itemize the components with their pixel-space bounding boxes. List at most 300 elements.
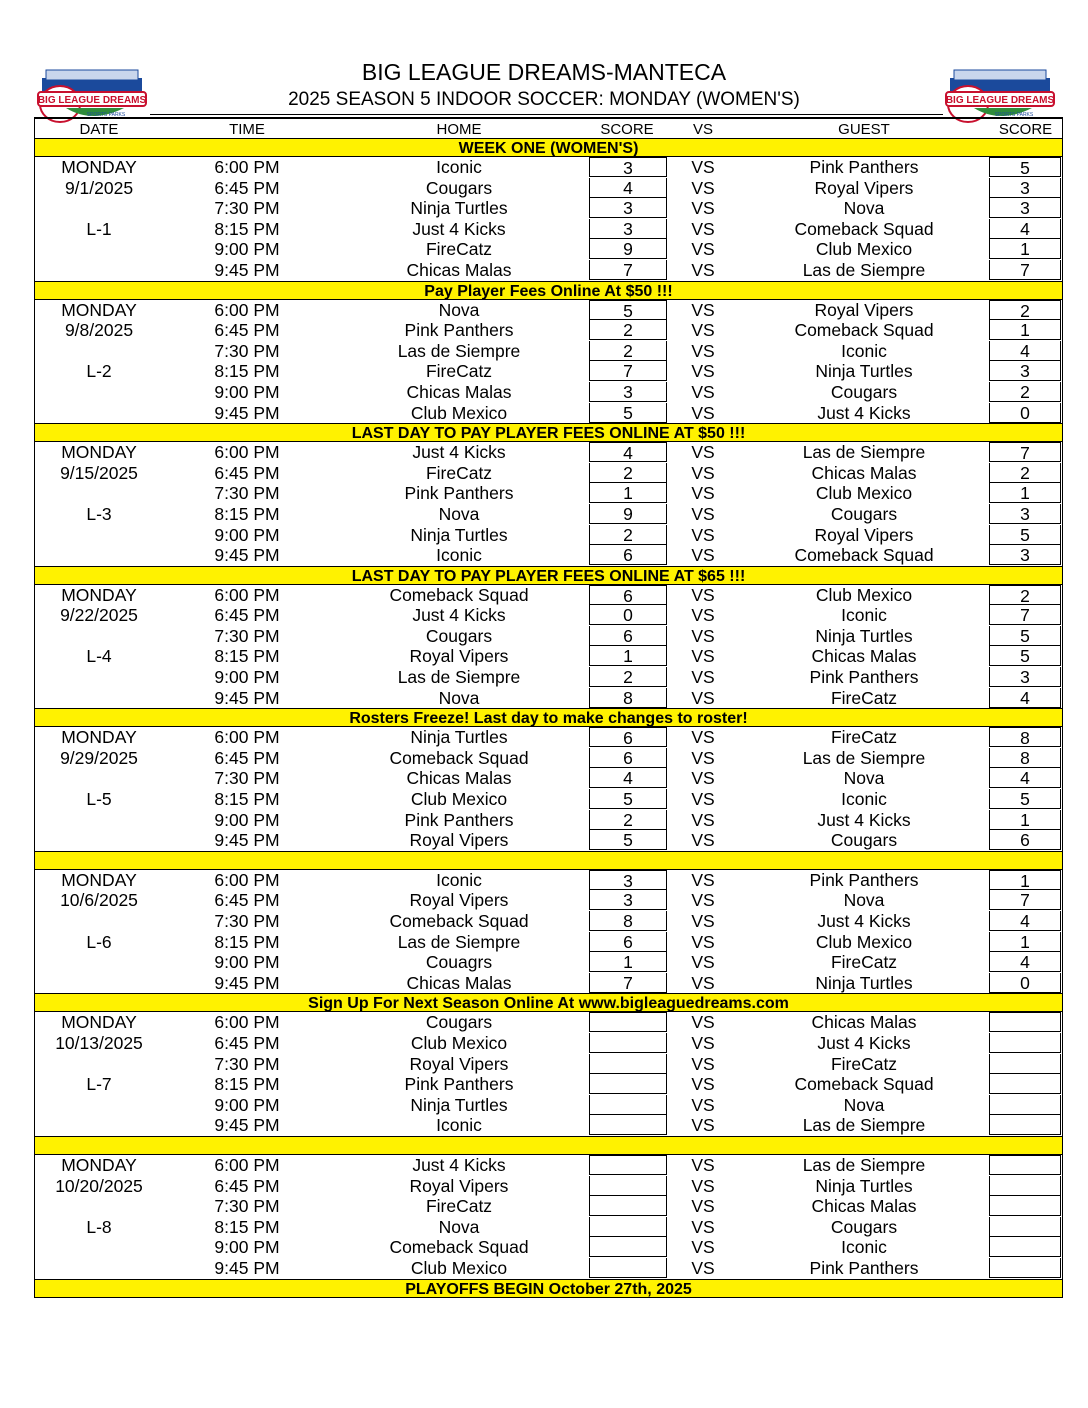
vs-label: VS [691, 1154, 715, 1175]
game-row [35, 463, 1062, 484]
game-time: 6:00 PM [214, 442, 280, 463]
game-row [35, 545, 1062, 566]
vs-label: VS [691, 667, 715, 688]
home-score [589, 1012, 667, 1032]
game-time: 8:15 PM [214, 931, 280, 952]
guest-score: 3 [989, 178, 1061, 198]
guest-score: 3 [989, 504, 1061, 524]
guest-team: Nova [843, 768, 885, 789]
home-score: 3 [589, 219, 667, 239]
guest-team: Cougars [830, 381, 898, 402]
guest-score: 4 [989, 219, 1061, 239]
vs-label: VS [691, 1012, 715, 1033]
vs-label: VS [691, 218, 715, 239]
vs-label: VS [691, 727, 715, 748]
guest-score: 8 [989, 748, 1061, 768]
game-time: 6:00 PM [214, 1012, 280, 1033]
home-score: 3 [589, 198, 667, 218]
home-score: 9 [589, 239, 667, 259]
home-team: FireCatz [425, 239, 493, 260]
home-team: Pink Panthers [404, 320, 514, 341]
home-score: 2 [589, 810, 667, 830]
home-score [589, 1217, 667, 1237]
vs-label: VS [691, 646, 715, 667]
home-team: Club Mexico [410, 1257, 508, 1278]
vs-label: VS [691, 361, 715, 382]
game-row [35, 932, 1062, 953]
guest-score: 3 [989, 361, 1061, 381]
home-team: Iconic [436, 545, 482, 566]
game-date: 9/1/2025 [64, 177, 134, 198]
game-day: MONDAY [61, 157, 137, 177]
vs-label: VS [691, 259, 715, 280]
home-team: Cougars [425, 625, 493, 646]
game-row [35, 1258, 1062, 1279]
home-team: Iconic [436, 869, 482, 890]
guest-team: Club Mexico [815, 584, 913, 605]
schedule-table [34, 117, 1063, 1298]
vs-label: VS [691, 972, 715, 993]
playoffs-banner: PLAYOFFS BEGIN October 27th, 2025 [35, 1279, 1062, 1298]
game-time: 9:00 PM [214, 809, 280, 830]
vs-label: VS [691, 747, 715, 768]
guest-score [989, 1258, 1061, 1278]
game-time: 6:45 PM [214, 747, 280, 768]
game-row [35, 667, 1062, 688]
game-row [35, 727, 1062, 748]
game-time: 9:00 PM [214, 381, 280, 402]
home-team: Chicas Malas [406, 381, 512, 402]
game-row [35, 1176, 1062, 1197]
week-banner: LAST DAY TO PAY PLAYER FEES ONLINE AT $65 !!! [35, 566, 1062, 585]
game-row [35, 320, 1062, 341]
game-time: 9:45 PM [214, 972, 280, 993]
home-team: Royal Vipers [409, 1053, 509, 1074]
guest-score: 2 [989, 300, 1061, 320]
guest-team: Cougars [830, 1216, 898, 1237]
guest-score: 3 [989, 667, 1061, 687]
home-score: 6 [589, 748, 667, 768]
guest-score [989, 1217, 1061, 1237]
vs-label: VS [691, 1196, 715, 1217]
logo-text: BIG LEAGUE DREAMS [37, 95, 147, 106]
guest-score: 4 [989, 688, 1061, 708]
guest-score [989, 1237, 1061, 1257]
game-row [35, 178, 1062, 199]
game-time: 9:00 PM [214, 667, 280, 688]
game-row [35, 688, 1062, 709]
home-score [589, 1074, 667, 1094]
home-score: 2 [589, 463, 667, 483]
guest-score [989, 1095, 1061, 1115]
game-row [35, 830, 1062, 851]
vs-label: VS [691, 177, 715, 198]
home-score: 3 [589, 157, 667, 177]
guest-score: 5 [989, 525, 1061, 545]
vs-label: VS [691, 931, 715, 952]
guest-score: 5 [989, 789, 1061, 809]
vs-label: VS [691, 198, 715, 219]
guest-team: FireCatz [830, 727, 898, 748]
home-team: Just 4 Kicks [412, 1154, 506, 1175]
home-score: 6 [589, 585, 667, 605]
vs-label: VS [691, 340, 715, 361]
home-team: Nova [438, 1216, 480, 1237]
game-time: 6:00 PM [214, 299, 280, 320]
week-banner: Pay Player Fees Online At $50 !!! [35, 281, 1062, 300]
game-time: 7:30 PM [214, 198, 280, 219]
vs-label: VS [691, 830, 715, 851]
game-time: 9:45 PM [214, 545, 280, 566]
game-row [35, 585, 1062, 606]
game-time: 6:45 PM [214, 177, 280, 198]
vs-label: VS [691, 869, 715, 890]
vs-label: VS [691, 952, 715, 973]
game-row [35, 403, 1062, 424]
guest-score: 4 [989, 341, 1061, 361]
guest-team: FireCatz [830, 687, 898, 708]
column-header-date: DATE [79, 121, 119, 138]
game-row [35, 525, 1062, 546]
guest-team: Iconic [841, 789, 887, 810]
guest-team: Just 4 Kicks [817, 809, 911, 830]
vs-label: VS [691, 157, 715, 177]
guest-team: Las de Siempre [802, 442, 926, 463]
game-time: 6:45 PM [214, 1032, 280, 1053]
home-team: FireCatz [425, 1196, 493, 1217]
home-team: Pink Panthers [404, 483, 514, 504]
vs-label: VS [691, 299, 715, 320]
game-row [35, 748, 1062, 769]
vs-label: VS [691, 1032, 715, 1053]
page-title: BIG LEAGUE DREAMS-MANTECA [361, 59, 727, 85]
vs-label: VS [691, 584, 715, 605]
column-header-time: TIME [229, 121, 265, 138]
home-score: 2 [589, 341, 667, 361]
game-row [35, 810, 1062, 831]
home-score [589, 1054, 667, 1074]
home-score: 0 [589, 605, 667, 625]
guest-team: Comeback Squad [794, 320, 934, 341]
home-score [589, 1115, 667, 1135]
vs-label: VS [691, 239, 715, 260]
home-score [589, 1237, 667, 1257]
game-row [35, 442, 1062, 463]
column-header-vs: VS [692, 121, 713, 138]
guest-team: Cougars [830, 503, 898, 524]
home-score: 1 [589, 483, 667, 503]
game-time: 7:30 PM [214, 340, 280, 361]
vs-label: VS [691, 768, 715, 789]
guest-team: Iconic [841, 1237, 887, 1258]
game-time: 9:00 PM [214, 952, 280, 973]
guest-team: Las de Siempre [802, 747, 926, 768]
logo-text: BIG LEAGUE DREAMS [945, 95, 1055, 106]
home-team: Just 4 Kicks [412, 605, 506, 626]
guest-team: FireCatz [830, 952, 898, 973]
home-score: 6 [589, 727, 667, 747]
home-team: Nova [438, 503, 480, 524]
game-row [35, 1012, 1062, 1033]
game-time: 8:15 PM [214, 218, 280, 239]
guest-team: Comeback Squad [794, 1074, 934, 1095]
svg-text:SPORTS PARKS: SPORTS PARKS [994, 112, 1034, 118]
guest-team: Royal Vipers [814, 177, 914, 198]
home-score: 3 [589, 382, 667, 402]
guest-team: Just 4 Kicks [817, 1032, 911, 1053]
guest-team: Las de Siempre [802, 259, 926, 280]
game-day: MONDAY [61, 442, 137, 463]
guest-score [989, 1196, 1061, 1216]
game-row [35, 1054, 1062, 1075]
guest-score [989, 1176, 1061, 1196]
home-team: Club Mexico [410, 789, 508, 810]
game-time: 9:45 PM [214, 687, 280, 708]
guest-team: Pink Panthers [809, 1257, 919, 1278]
game-row [35, 626, 1062, 647]
guest-score: 1 [989, 483, 1061, 503]
column-header-row [35, 118, 1062, 138]
vs-label: VS [691, 402, 715, 423]
vs-label: VS [691, 1257, 715, 1278]
guest-team: Ninja Turtles [815, 972, 913, 993]
week-banner: Sign Up For Next Season Online At www.bigleaguedreams.com [35, 993, 1062, 1012]
home-score: 5 [589, 830, 667, 850]
guest-score [989, 1033, 1061, 1053]
game-row [35, 890, 1062, 911]
game-time: 7:30 PM [214, 483, 280, 504]
home-score: 7 [589, 260, 667, 280]
guest-score: 1 [989, 870, 1061, 890]
guest-team: Comeback Squad [794, 545, 934, 566]
home-team: Ninja Turtles [410, 1094, 508, 1115]
home-score: 2 [589, 667, 667, 687]
guest-score: 7 [989, 442, 1061, 462]
home-team: Pink Panthers [404, 1074, 514, 1095]
game-row [35, 260, 1062, 281]
guest-score [989, 1012, 1061, 1032]
home-team: FireCatz [425, 361, 493, 382]
week-banner [35, 1136, 1062, 1155]
guest-score: 5 [989, 646, 1061, 666]
week-label: L-1 [86, 218, 112, 239]
guest-team: Pink Panthers [809, 869, 919, 890]
home-team: Comeback Squad [389, 1237, 529, 1258]
guest-team: Club Mexico [815, 931, 913, 952]
home-score: 5 [589, 789, 667, 809]
game-time: 7:30 PM [214, 911, 280, 931]
week-banner: LAST DAY TO PAY PLAYER FEES ONLINE AT $50 !!! [35, 423, 1062, 442]
game-time: 8:15 PM [214, 646, 280, 667]
guest-team: Royal Vipers [814, 299, 914, 320]
vs-label: VS [691, 462, 715, 483]
vs-label: VS [691, 524, 715, 545]
game-row [35, 198, 1062, 219]
home-score: 4 [589, 768, 667, 788]
game-row [35, 239, 1062, 260]
home-score: 6 [589, 932, 667, 952]
vs-label: VS [691, 789, 715, 810]
vs-label: VS [691, 1074, 715, 1095]
home-team: Nova [438, 687, 480, 708]
home-score [589, 1196, 667, 1216]
home-team: FireCatz [425, 462, 493, 483]
game-row [35, 870, 1062, 891]
game-time: 9:45 PM [214, 1257, 280, 1278]
guest-team: Nova [843, 198, 885, 219]
game-date: 10/20/2025 [55, 1175, 143, 1196]
game-row [35, 1217, 1062, 1238]
week-label: L-4 [86, 646, 112, 667]
home-score: 8 [589, 688, 667, 708]
vs-label: VS [691, 503, 715, 524]
home-score: 1 [589, 646, 667, 666]
home-score [589, 1176, 667, 1196]
game-row [35, 341, 1062, 362]
game-time: 6:45 PM [214, 1175, 280, 1196]
game-day: MONDAY [61, 1012, 137, 1033]
week-label: L-8 [86, 1216, 112, 1237]
game-row [35, 1237, 1062, 1258]
home-team: Just 4 Kicks [412, 442, 506, 463]
home-score: 9 [589, 504, 667, 524]
game-row [35, 157, 1062, 178]
guest-team: Royal Vipers [814, 524, 914, 545]
game-time: 8:15 PM [214, 1216, 280, 1237]
home-team: Las de Siempre [397, 931, 521, 952]
vs-label: VS [691, 1237, 715, 1258]
game-row [35, 361, 1062, 382]
game-row [35, 1033, 1062, 1054]
game-day: MONDAY [61, 1154, 137, 1175]
vs-label: VS [691, 1216, 715, 1237]
guest-score: 3 [989, 545, 1061, 565]
game-time: 6:45 PM [214, 462, 280, 483]
game-row [35, 1155, 1062, 1176]
column-header-home: HOME [436, 121, 482, 138]
home-team: Chicas Malas [406, 972, 512, 993]
game-date: 10/6/2025 [60, 890, 138, 911]
guest-score: 1 [989, 932, 1061, 952]
home-team: Ninja Turtles [410, 524, 508, 545]
guest-score: 7 [989, 605, 1061, 625]
vs-label: VS [691, 911, 715, 931]
guest-team: FireCatz [830, 1053, 898, 1074]
game-time: 9:00 PM [214, 1094, 280, 1115]
guest-team: Chicas Malas [811, 646, 917, 667]
week-label: L-7 [86, 1074, 112, 1095]
game-time: 6:00 PM [214, 1154, 280, 1175]
guest-team: Ninja Turtles [815, 1175, 913, 1196]
guest-score: 1 [989, 810, 1061, 830]
home-score: 4 [589, 178, 667, 198]
game-row [35, 1095, 1062, 1116]
game-row [35, 1115, 1062, 1136]
game-row [35, 911, 1062, 932]
home-team: Cougars [425, 1012, 493, 1033]
home-team: Iconic [436, 1115, 482, 1136]
game-time: 8:15 PM [214, 1074, 280, 1095]
week-label: L-6 [86, 931, 112, 952]
home-team: Club Mexico [410, 1032, 508, 1053]
guest-score: 5 [989, 626, 1061, 646]
home-score: 1 [589, 952, 667, 972]
week-banner [35, 851, 1062, 870]
title-divider [150, 114, 943, 115]
home-team: Club Mexico [410, 402, 508, 423]
guest-team: Chicas Malas [811, 462, 917, 483]
game-time: 6:45 PM [214, 320, 280, 341]
vs-label: VS [691, 1053, 715, 1074]
home-team: Royal Vipers [409, 830, 509, 851]
guest-team: Las de Siempre [802, 1115, 926, 1136]
home-team: Las de Siempre [397, 667, 521, 688]
game-row [35, 382, 1062, 403]
guest-score: 0 [989, 403, 1061, 423]
guest-team: Iconic [841, 605, 887, 626]
home-score: 4 [589, 442, 667, 462]
week-label: L-3 [86, 503, 112, 524]
guest-team: Cougars [830, 830, 898, 851]
guest-score: 4 [989, 952, 1061, 972]
guest-team: Chicas Malas [811, 1012, 917, 1033]
guest-score: 5 [989, 157, 1061, 177]
page-subtitle: 2025 SEASON 5 INDOOR SOCCER: MONDAY (WOMEN'S) [288, 89, 800, 110]
vs-label: VS [691, 605, 715, 626]
home-score [589, 1155, 667, 1175]
vs-label: VS [691, 1094, 715, 1115]
home-score: 2 [589, 525, 667, 545]
guest-score [989, 1054, 1061, 1074]
week-banner: WEEK ONE (WOMEN'S) [35, 138, 1062, 157]
game-time: 7:30 PM [214, 768, 280, 789]
game-time: 6:45 PM [214, 890, 280, 911]
game-date: 10/13/2025 [55, 1032, 143, 1053]
home-team: Comeback Squad [389, 747, 529, 768]
game-row [35, 504, 1062, 525]
game-day: MONDAY [61, 299, 137, 320]
game-row [35, 219, 1062, 240]
game-time: 8:15 PM [214, 361, 280, 382]
game-time: 6:00 PM [214, 157, 280, 177]
game-day: MONDAY [61, 584, 137, 605]
home-team: Iconic [436, 157, 482, 177]
guest-score [989, 1155, 1061, 1175]
game-time: 7:30 PM [214, 1053, 280, 1074]
game-row [35, 483, 1062, 504]
guest-team: Nova [843, 1094, 885, 1115]
week-label: L-2 [86, 361, 112, 382]
guest-score: 7 [989, 260, 1061, 280]
guest-score: 2 [989, 463, 1061, 483]
game-row [35, 1074, 1062, 1095]
game-time: 6:00 PM [214, 869, 280, 890]
home-team: Comeback Squad [389, 911, 529, 931]
home-score: 7 [589, 361, 667, 381]
guest-score: 1 [989, 320, 1061, 340]
game-time: 6:00 PM [214, 727, 280, 748]
guest-team: Iconic [841, 340, 887, 361]
game-time: 9:45 PM [214, 830, 280, 851]
game-date: 9/29/2025 [60, 747, 138, 768]
svg-text:SPORTS PARKS: SPORTS PARKS [86, 112, 126, 118]
game-date: 9/22/2025 [60, 605, 138, 626]
game-time: 9:45 PM [214, 402, 280, 423]
game-row [35, 768, 1062, 789]
home-team: Royal Vipers [409, 890, 509, 911]
game-time: 8:15 PM [214, 503, 280, 524]
guest-team: Ninja Turtles [815, 625, 913, 646]
